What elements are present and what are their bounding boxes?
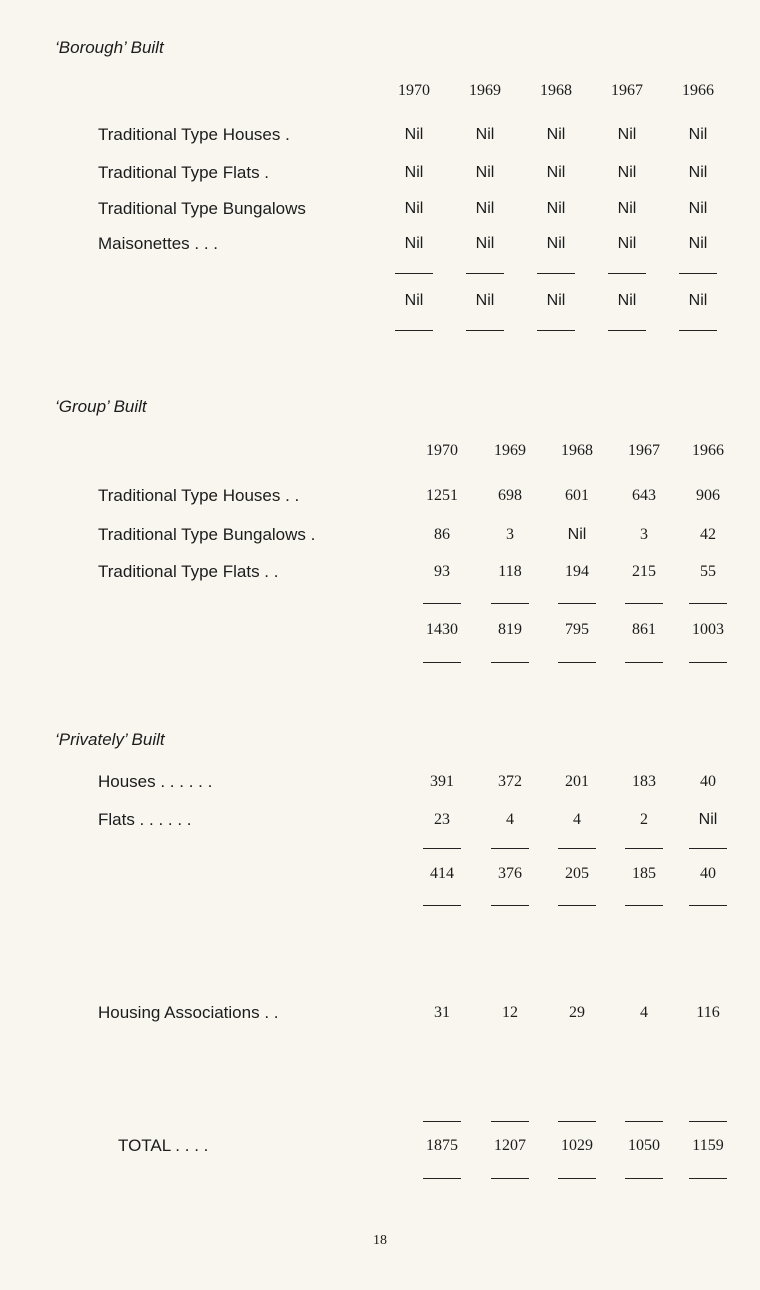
sum-rule xyxy=(423,848,461,849)
table-cell: 42 xyxy=(700,526,716,543)
sum-rule xyxy=(558,905,596,906)
sum-rule xyxy=(625,1178,663,1179)
table-cell: Nil xyxy=(617,200,637,217)
table-cell: 31 xyxy=(434,1004,450,1021)
total-cell: 376 xyxy=(498,865,522,882)
row-label: Houses . . . . . . xyxy=(98,772,213,791)
table-cell: Nil xyxy=(404,164,424,181)
sum-rule xyxy=(608,330,646,331)
table-cell: 93 xyxy=(434,563,450,580)
table-cell: Nil xyxy=(617,235,637,252)
sum-rule xyxy=(558,1121,596,1122)
table-cell: 12 xyxy=(502,1004,518,1021)
table-cell: 372 xyxy=(498,773,522,790)
row-label: Traditional Type Bungalows . xyxy=(98,525,316,544)
year-header: 1970 xyxy=(398,82,430,99)
sum-rule xyxy=(491,905,529,906)
year-header: 1966 xyxy=(682,82,714,99)
table-cell: Nil xyxy=(567,526,587,543)
grand-total-cell: 1875 xyxy=(426,1137,458,1154)
row-label: Traditional Type Houses . xyxy=(98,125,290,144)
table-cell: 183 xyxy=(632,773,656,790)
table-cell: Nil xyxy=(546,164,566,181)
row-label: Maisonettes . . . xyxy=(98,234,218,253)
table-cell: 4 xyxy=(573,811,581,828)
sum-rule xyxy=(558,848,596,849)
table-cell: 906 xyxy=(696,487,720,504)
sum-rule xyxy=(491,1178,529,1179)
sum-rule xyxy=(689,1178,727,1179)
sum-rule xyxy=(423,1178,461,1179)
table-cell: Nil xyxy=(688,200,708,217)
table-cell: 2 xyxy=(640,811,648,828)
row-label-housing-associations: Housing Associations . . xyxy=(98,1003,279,1022)
table-cell: Nil xyxy=(546,126,566,143)
sum-rule xyxy=(689,848,727,849)
sum-rule xyxy=(423,662,461,663)
sum-rule xyxy=(491,603,529,604)
table-cell: 643 xyxy=(632,487,656,504)
table-cell: 201 xyxy=(565,773,589,790)
total-cell: Nil xyxy=(546,292,566,309)
sum-rule xyxy=(558,662,596,663)
sum-rule xyxy=(466,330,504,331)
table-cell: 391 xyxy=(430,773,454,790)
total-cell: Nil xyxy=(617,292,637,309)
section-title-group: ‘Group’ Built xyxy=(55,397,147,416)
sum-rule xyxy=(625,848,663,849)
total-cell: 40 xyxy=(700,865,716,882)
year-header: 1967 xyxy=(628,442,660,459)
table-cell: Nil xyxy=(688,164,708,181)
table-cell: Nil xyxy=(475,164,495,181)
grand-total-cell: 1207 xyxy=(494,1137,526,1154)
table-cell: 3 xyxy=(506,526,514,543)
year-header: 1969 xyxy=(469,82,501,99)
year-header: 1967 xyxy=(611,82,643,99)
total-cell: Nil xyxy=(688,292,708,309)
sum-rule xyxy=(689,662,727,663)
sum-rule xyxy=(625,1121,663,1122)
total-cell: 861 xyxy=(632,621,656,638)
sum-rule xyxy=(537,273,575,274)
sum-rule xyxy=(395,273,433,274)
total-cell: Nil xyxy=(404,292,424,309)
table-cell: Nil xyxy=(688,126,708,143)
sum-rule xyxy=(689,905,727,906)
sum-rule xyxy=(679,273,717,274)
section-title-borough: ‘Borough’ Built xyxy=(55,38,164,57)
table-cell: 601 xyxy=(565,487,589,504)
sum-rule xyxy=(491,1121,529,1122)
sum-rule xyxy=(625,603,663,604)
year-header: 1968 xyxy=(561,442,593,459)
total-cell: 795 xyxy=(565,621,589,638)
section-title-privately: ‘Privately’ Built xyxy=(55,730,165,749)
table-cell: Nil xyxy=(404,126,424,143)
row-label: Traditional Type Houses . . xyxy=(98,486,300,505)
page-number: 18 xyxy=(373,1233,387,1248)
year-header: 1966 xyxy=(692,442,724,459)
row-label: Traditional Type Flats . xyxy=(98,163,270,182)
grand-total-cell: 1050 xyxy=(628,1137,660,1154)
table-cell: Nil xyxy=(404,235,424,252)
grand-total-cell: 1029 xyxy=(561,1137,593,1154)
table-cell: 194 xyxy=(565,563,589,580)
sum-rule xyxy=(423,603,461,604)
table-cell: 4 xyxy=(640,1004,648,1021)
total-cell: 414 xyxy=(430,865,454,882)
table-cell: Nil xyxy=(475,200,495,217)
total-cell: 1003 xyxy=(692,621,724,638)
year-header: 1969 xyxy=(494,442,526,459)
year-header: 1968 xyxy=(540,82,572,99)
sum-rule xyxy=(679,330,717,331)
row-label: Traditional Type Bungalows xyxy=(98,199,306,218)
table-cell: Nil xyxy=(475,126,495,143)
table-cell: Nil xyxy=(546,200,566,217)
row-label: Traditional Type Flats . . xyxy=(98,562,279,581)
sum-rule xyxy=(689,1121,727,1122)
grand-total-cell: 1159 xyxy=(692,1137,724,1154)
table-cell: Nil xyxy=(475,235,495,252)
table-cell: Nil xyxy=(688,235,708,252)
sum-rule xyxy=(466,273,504,274)
sum-rule xyxy=(608,273,646,274)
sum-rule xyxy=(491,662,529,663)
table-cell: Nil xyxy=(617,126,637,143)
table-cell: 698 xyxy=(498,487,522,504)
table-cell: 3 xyxy=(640,526,648,543)
row-label: Flats . . . . . . xyxy=(98,810,192,829)
sum-rule xyxy=(491,848,529,849)
sum-rule xyxy=(395,330,433,331)
table-cell: 40 xyxy=(700,773,716,790)
table-cell: 4 xyxy=(506,811,514,828)
total-cell: 1430 xyxy=(426,621,458,638)
table-cell: Nil xyxy=(546,235,566,252)
sum-rule xyxy=(558,603,596,604)
sum-rule xyxy=(689,603,727,604)
row-label-total: TOTAL . . . . xyxy=(118,1136,209,1155)
sum-rule xyxy=(625,662,663,663)
table-cell: 118 xyxy=(498,563,522,580)
table-cell: 86 xyxy=(434,526,450,543)
sum-rule xyxy=(625,905,663,906)
table-cell: 29 xyxy=(569,1004,585,1021)
table-cell: Nil xyxy=(404,200,424,217)
table-cell: Nil xyxy=(698,811,718,828)
table-cell: Nil xyxy=(617,164,637,181)
total-cell: Nil xyxy=(475,292,495,309)
table-cell: 116 xyxy=(696,1004,720,1021)
year-header: 1970 xyxy=(426,442,458,459)
sum-rule xyxy=(537,330,575,331)
table-cell: 23 xyxy=(434,811,450,828)
table-cell: 1251 xyxy=(426,487,458,504)
table-cell: 55 xyxy=(700,563,716,580)
total-cell: 185 xyxy=(632,865,656,882)
sum-rule xyxy=(558,1178,596,1179)
sum-rule xyxy=(423,905,461,906)
table-cell: 215 xyxy=(632,563,656,580)
total-cell: 819 xyxy=(498,621,522,638)
total-cell: 205 xyxy=(565,865,589,882)
sum-rule xyxy=(423,1121,461,1122)
